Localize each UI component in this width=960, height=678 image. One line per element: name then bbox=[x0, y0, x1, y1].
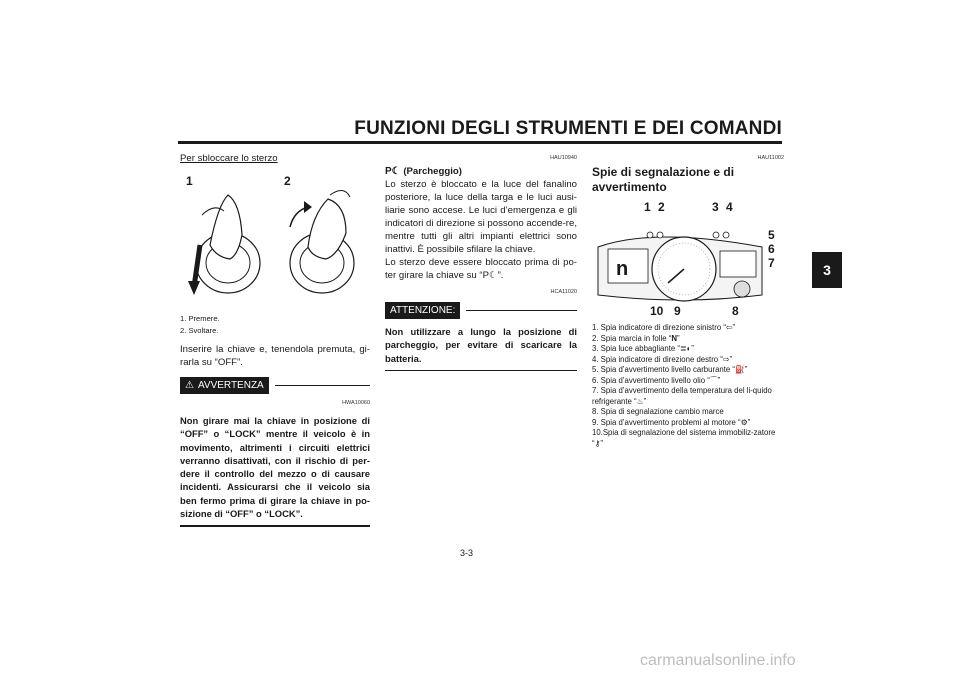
list-item: 4. Spia indicatore di direzione destro “⇨” bbox=[592, 354, 733, 364]
right-turn-icon: ⇨ bbox=[722, 354, 730, 364]
caution-code: HCA11020 bbox=[550, 289, 577, 295]
callout-9: 9 bbox=[674, 304, 681, 318]
caution-label: ATTENZIONE: bbox=[385, 302, 460, 319]
unlock-instructions: Inserire la chiave e, tenendola premuta, gi-rarla su “OFF”. bbox=[180, 344, 370, 368]
indicator-list bbox=[592, 323, 784, 449]
svg-text:n: n bbox=[616, 258, 629, 280]
list-item: 7. Spia d’avvertimento della temperatura del li-quido refrigerante “♨” bbox=[592, 386, 772, 406]
watermark: carmanualsonline.info bbox=[640, 652, 796, 669]
callout-5: 5 bbox=[768, 228, 775, 242]
list-item: 10.Spia di segnalazione del sistema immobiliz-zatore “⚷” bbox=[592, 428, 776, 448]
fuel-pump-icon: ⛽ bbox=[735, 365, 745, 374]
callout-4: 4 bbox=[726, 200, 733, 214]
engine-icon: ⚙ bbox=[740, 417, 748, 427]
list-item: 8. Spia di segnalazione cambio marce bbox=[592, 407, 724, 416]
callout-6: 6 bbox=[768, 242, 775, 256]
page-title: FUNZIONI DEGLI STRUMENTI E DEI COMANDI bbox=[354, 118, 782, 139]
warning-label: ⚠ AVVERTENZA bbox=[180, 377, 269, 394]
instrument-cluster-drawing bbox=[594, 217, 766, 307]
list-item: 3. Spia luce abbagliante “≣◐” bbox=[592, 344, 694, 353]
callout-1: 1 bbox=[186, 174, 193, 188]
column-1 bbox=[180, 152, 370, 527]
warning-bottom-rule bbox=[180, 525, 370, 527]
key-icon: ⚷ bbox=[594, 438, 601, 448]
parking-lock-note: Lo sterzo deve essere bloccato prima di po-ter girare la chiave su “P☾”. bbox=[385, 257, 577, 281]
caution-text: Non utilizzare a lungo la posizione di parcheggio, per evitare di scaricare la batteria. bbox=[385, 326, 577, 364]
parking-heading: P☾ (Parcheggio) bbox=[385, 166, 462, 177]
callout-2: 2 bbox=[658, 200, 665, 214]
caution-bottom-rule bbox=[385, 370, 577, 372]
chapter-tab: 3 bbox=[812, 252, 842, 288]
warning-triangle-icon: ⚠ bbox=[185, 380, 194, 391]
parking-body: Lo sterzo è bloccato e la luce del fanalino posteriore, la luce della targa e le luci ausi-liarie sono accese. Le luci d’emergenza e gli indicatori di direzione si possono accende-re, mentre tutti gli altri impianti elettrici sono inattivi. È possibile sfilare la chiave. bbox=[385, 179, 577, 255]
column-3 bbox=[592, 152, 784, 449]
callout-2: 2 bbox=[284, 174, 291, 188]
callout-3: 3 bbox=[712, 200, 719, 214]
oil-can-icon: ⌒ bbox=[709, 375, 718, 385]
list-item: 9. Spia d’avvertimento problemi al motore “⚙” bbox=[592, 417, 751, 427]
callout-8: 8 bbox=[732, 304, 739, 318]
callout-1: 1 bbox=[644, 200, 651, 214]
unlock-heading: Per sbloccare lo sterzo bbox=[180, 153, 278, 164]
legend-item: 2. Svoltare. bbox=[180, 326, 219, 335]
page-number: 3-3 bbox=[460, 548, 474, 558]
title-rule bbox=[178, 141, 782, 144]
list-item: 6. Spia d’avvertimento livello olio “⌒” bbox=[592, 375, 721, 385]
high-beam-icon: ≣◐ bbox=[680, 344, 692, 353]
callout-10: 10 bbox=[650, 304, 664, 318]
list-item: 1. Spia indicatore di direzione sinistro “⇦” bbox=[592, 323, 736, 332]
indicators-heading: Spie di segnalazione e di avvertimento bbox=[592, 165, 735, 194]
key-switch-drawing bbox=[180, 175, 370, 305]
parking-p-icon: P☾ bbox=[385, 166, 401, 177]
column-2 bbox=[385, 152, 577, 371]
list-item: 2. Spia marcia in folle “N” bbox=[592, 333, 680, 343]
parking-p-icon: P☾ bbox=[482, 270, 498, 281]
neutral-n-icon: N bbox=[671, 333, 677, 343]
coolant-temperature-icon: ♨ bbox=[636, 396, 644, 406]
caution-header bbox=[385, 302, 577, 319]
left-turn-icon: ⇦ bbox=[725, 323, 733, 332]
warning-code: HWA10060 bbox=[342, 400, 370, 406]
figure-legend bbox=[180, 313, 370, 337]
section-code: HAU11002 bbox=[757, 155, 784, 161]
list-item: 5. Spia d’avvertimento livello carburante “⛽” bbox=[592, 365, 748, 374]
dashboard-illustration bbox=[592, 201, 784, 321]
warning-text: Non girare mai la chiave in posizione di “OFF” o “LOCK” mentre il veicolo è in movimento, altrimenti i circuiti elettrici verranno disattivati, con il rischio di per-dere il controllo del mezzo o di causare incidenti. Assicurarsi che il veicolo sia ben fermo prima di girare la chiave in po-sizione di “OFF” o “LOCK”. bbox=[180, 415, 370, 520]
warning-header bbox=[180, 377, 370, 394]
key-illustration bbox=[180, 175, 370, 305]
legend-item: 1. Premere. bbox=[180, 314, 220, 323]
callout-7: 7 bbox=[768, 256, 775, 270]
section-code: HAU10940 bbox=[550, 155, 577, 161]
